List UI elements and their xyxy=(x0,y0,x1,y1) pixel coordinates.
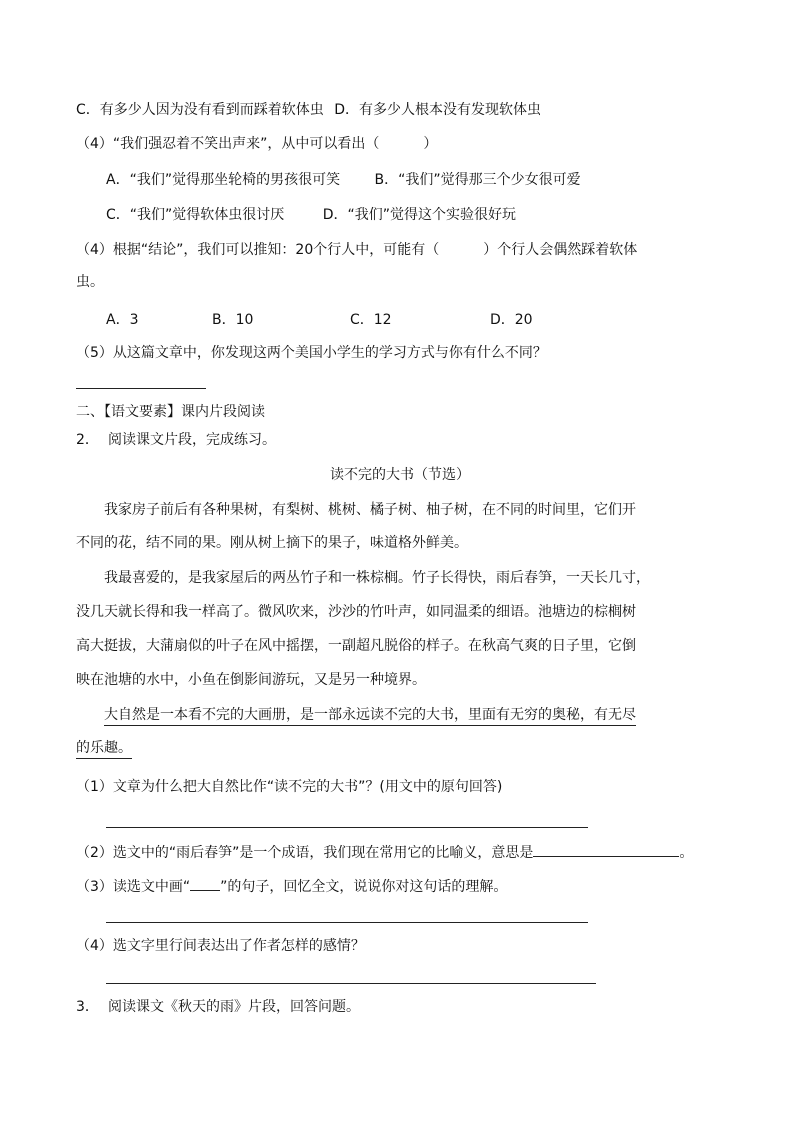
answer-line[interactable] xyxy=(106,983,596,984)
sub-question-2 xyxy=(76,840,693,863)
answer-line[interactable] xyxy=(76,388,206,389)
option-c: C．12 xyxy=(350,312,392,328)
passage-p1-line1: 我家房子前后有各种果树，有梨树、桃树、橘子树、柚子树，在不同的时间里，它们开 xyxy=(104,502,636,518)
passage-p2-line4: 映在池塘的水中，小鱼在倒影间游玩，又是另一种境界。 xyxy=(76,672,426,688)
option-b: B．10 xyxy=(212,312,254,328)
question-4b-continuation: 虫。 xyxy=(76,274,104,290)
section-heading: 二、【语文要素】课内片段阅读 xyxy=(76,404,265,420)
underlined-sentence: 的乐趣。 xyxy=(76,740,132,759)
option-d: D．有多少人根本没有发现软体虫 xyxy=(334,102,542,118)
answer-blank[interactable] xyxy=(533,840,679,857)
option-c: C．“我们”觉得软体虫很讨厌 xyxy=(106,207,285,223)
question-4a xyxy=(76,134,437,154)
item-2 xyxy=(76,430,276,450)
question-4b-suffix: ）个行人会偶然踩着软体 xyxy=(483,242,638,258)
sub-question-3-suffix: ”的句子，回忆全文，说说你对这句话的理解。 xyxy=(220,879,508,895)
option-c: C．有多少人因为没有看到而踩着软体虫 xyxy=(76,102,324,118)
question-5: （5）从这篇文章中，你发现这两个美国小学生的学习方式与你有什么不同？ xyxy=(76,345,547,361)
sub-question-4: （4）选文字里行间表达出了作者怎样的感情？ xyxy=(76,938,365,954)
line-q4a-options-cd xyxy=(106,205,516,225)
sub-question-2-text: （2）选文中的“雨后春笋”是一个成语，我们现在常用它的比喻义，意思是 xyxy=(76,845,534,861)
item-number: 3． xyxy=(76,999,99,1015)
passage-p2-line3: 高大挺拔，大蒲扇似的叶子在风中摇摆，一副超凡脱俗的样子。在秋高气爽的日子里，它倒 xyxy=(76,638,636,654)
option-b: B．“我们”觉得那三个少女很可爱 xyxy=(374,172,581,188)
answer-line[interactable] xyxy=(106,827,588,828)
line-q4a-options-ab xyxy=(106,170,581,190)
passage-p3-line1 xyxy=(104,705,636,725)
question-4b-prefix: （4）根据“结论”，我们可以推知：20个行人中，可能有（ xyxy=(76,242,440,258)
item-3 xyxy=(76,997,360,1017)
item-number: 2． xyxy=(76,432,99,448)
option-d: D．“我们”觉得这个实验很好玩 xyxy=(322,207,517,223)
passage-p3-line2 xyxy=(76,738,132,758)
option-d: D．20 xyxy=(490,312,533,328)
answer-line[interactable] xyxy=(106,922,588,923)
question-4a-suffix: ） xyxy=(423,136,438,152)
sub-question-2-end: 。 xyxy=(679,845,694,861)
item-instruction: 阅读课文《秋天的雨》片段，回答问题。 xyxy=(108,999,360,1015)
question-4a-prefix: （4）“我们强忍着不笑出声来”，从中可以看出（ xyxy=(76,136,380,152)
underline-mark xyxy=(190,874,220,891)
option-a: A．3 xyxy=(106,312,139,328)
option-a: A．“我们”觉得那坐轮椅的男孩很可笑 xyxy=(106,172,341,188)
underlined-sentence: 大自然是一本看不完的大画册，是一部永远读不完的大书，里面有无穷的奥秘，有无尽 xyxy=(104,707,636,726)
passage-p2-line2: 没几天就长得和我一样高了。微风吹来，沙沙的竹叶声，如同温柔的细语。池塘边的棕榈树 xyxy=(76,604,636,620)
sub-question-3-prefix: （3）读选文中画“ xyxy=(76,879,191,895)
passage-p2-line1: 我最喜爱的，是我家屋后的两丛竹子和一株棕榈。竹子长得快，雨后春笋，一天长几寸， xyxy=(104,570,650,586)
line-q4b-options xyxy=(106,310,533,330)
sub-question-1: （1）文章为什么把大自然比作“读不完的大书”？(用文中的原句回答) xyxy=(76,779,503,795)
line-q1-options-cd xyxy=(76,100,541,120)
item-instruction: 阅读课文片段，完成练习。 xyxy=(108,432,276,448)
question-4b xyxy=(76,240,637,260)
passage-p1-line2: 不同的花，结不同的果。刚从树上摘下的果子，味道格外鲜美。 xyxy=(76,535,468,551)
sub-question-3 xyxy=(76,874,507,897)
passage-title: 读不完的大书（节选） xyxy=(330,467,470,483)
